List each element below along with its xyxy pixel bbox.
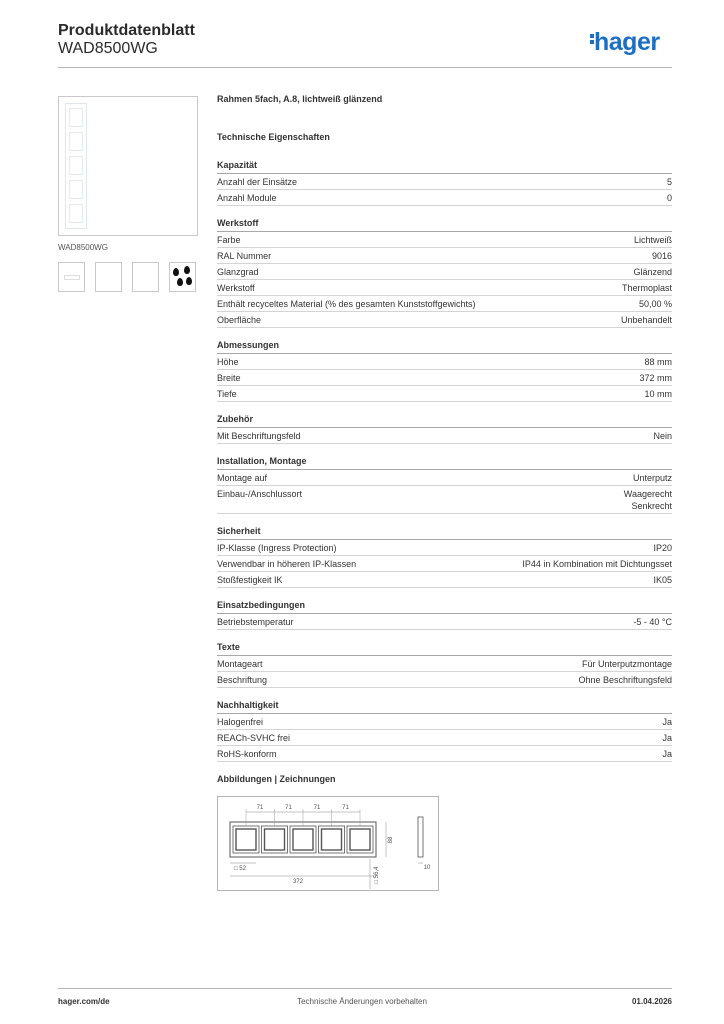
image-caption: WAD8500WG (58, 243, 108, 252)
spec-label: IP-Klasse (Ingress Protection) (217, 543, 337, 553)
spec-value (667, 192, 672, 204)
spec-label: Enthält recyceltes Material (% des gesamten Kunststoffgewichts) (217, 299, 476, 309)
frame-illustration (65, 103, 87, 229)
section-title: Sicherheit (217, 526, 672, 540)
spec-value (621, 314, 672, 326)
spec-value-line: IP44 in Kombination mit Dichtungsset (522, 559, 672, 569)
header-divider (58, 67, 672, 68)
spec-value (639, 298, 672, 310)
spec-value-line: -5 - 40 °C (633, 617, 672, 627)
section-title: Zubehör (217, 414, 672, 428)
spec-value (639, 372, 672, 384)
spec-label: REACh-SVHC frei (217, 733, 291, 743)
module-outer (290, 826, 316, 853)
spec-label: Anzahl der Einsätze (217, 177, 298, 187)
frame-cell (69, 108, 83, 127)
drop-shape (184, 266, 190, 274)
spec-label: Halogenfrei (217, 717, 264, 727)
mini-frame (64, 275, 80, 280)
spec-sections (217, 160, 672, 762)
module-outer (319, 826, 345, 853)
spec-section (217, 160, 672, 206)
width-label: 372 (292, 879, 304, 885)
spec-section (217, 414, 672, 444)
footer-date: 01.04.2026 (631, 997, 672, 1006)
spec-label: Mit Beschriftungsfeld (217, 431, 301, 441)
spec-label: Höhe (217, 357, 239, 367)
module-inner (293, 829, 313, 850)
frame-cell (69, 132, 83, 151)
section-title: Texte (217, 642, 672, 656)
footer-divider (58, 988, 672, 989)
spec-row (217, 232, 672, 248)
spec-value-line: Unbehandelt (620, 315, 672, 325)
spec-row (217, 672, 672, 688)
spec-section (217, 218, 672, 328)
spec-label: RoHS-konform (217, 749, 277, 759)
module-inner (236, 829, 256, 850)
frame-cell (69, 156, 83, 175)
footer-disclaimer: Technische Änderungen vorbehalten (297, 997, 427, 1006)
spec-value-line: Nein (653, 431, 672, 441)
spec-label: Breite (217, 373, 241, 383)
spec-value (653, 430, 672, 442)
spec-label: Beschriftung (217, 675, 268, 685)
blank-thumbnail-icon[interactable] (132, 262, 159, 292)
spec-label: Montage auf (217, 473, 268, 483)
product-image (58, 96, 198, 236)
spec-label: Tiefe (217, 389, 237, 399)
spec-value (578, 674, 672, 686)
spec-value-line: Ohne Beschriftungsfeld (578, 675, 672, 685)
spec-section (217, 700, 672, 762)
spec-label: RAL Nummer (217, 251, 272, 261)
spec-row (217, 312, 672, 328)
hager-logo (590, 28, 660, 57)
section-title: Kapazität (217, 160, 672, 174)
spec-row (217, 572, 672, 588)
section-title: Installation, Montage (217, 456, 672, 470)
spec-row (217, 746, 672, 762)
spec-row (217, 428, 672, 444)
spec-value-line: 10 mm (644, 389, 672, 399)
pitch-label: 71 (256, 805, 264, 811)
specs-content (217, 94, 672, 891)
spec-value-line: 372 mm (639, 373, 672, 383)
module-label: □ 56,4 (374, 866, 380, 884)
spec-label: Werkstoff (217, 283, 255, 293)
spec-value (633, 472, 672, 484)
spec-label: Einbau-/Anschlussort (217, 489, 303, 499)
frame-outline (230, 822, 376, 857)
spec-value-line: Glänzend (633, 267, 672, 277)
spec-row (217, 354, 672, 370)
spec-row (217, 656, 672, 672)
spec-value-line: Thermoplast (621, 283, 672, 293)
spec-value-line: 5 (666, 177, 672, 187)
spec-value-line: IK05 (653, 575, 672, 585)
module-inner (265, 829, 285, 850)
drop-shape (173, 268, 179, 276)
section-title: Einsatzbedingungen (217, 600, 672, 614)
page-header (58, 22, 195, 58)
spec-row (217, 386, 672, 402)
depth-label: 10 (423, 865, 431, 871)
spec-label: Glanzgrad (217, 267, 259, 277)
spec-value (582, 658, 672, 670)
spec-label: Verwendbar in höheren IP-Klassen (217, 559, 357, 569)
spec-row (217, 264, 672, 280)
spec-section (217, 642, 672, 688)
spec-row (217, 248, 672, 264)
spec-label: Stoßfestigkeit IK (217, 575, 283, 585)
spec-value-line: 0 (666, 193, 672, 203)
spec-value-line: IP20 (653, 543, 672, 553)
spec-value-line: Waagerecht (623, 489, 672, 499)
spec-row (217, 370, 672, 386)
product-code: WAD8500WG (58, 40, 158, 57)
spec-row (217, 280, 672, 296)
spec-value (662, 748, 672, 760)
drop-shape (177, 278, 183, 286)
spec-label: Anzahl Module (217, 193, 277, 203)
spec-value-line: Für Unterputzmontage (581, 659, 672, 669)
section-title: Werkstoff (217, 218, 672, 232)
spec-value (644, 388, 672, 400)
pitch-label: 71 (285, 805, 292, 811)
spec-value (652, 250, 672, 262)
frame-cell (69, 180, 83, 199)
spec-row (217, 540, 672, 556)
drawing-title: Abbildungen | Zeichnungen (217, 774, 336, 784)
spec-value-line: Ja (662, 733, 672, 743)
section-title: Nachhaltigkeit (217, 700, 672, 714)
spec-row (217, 486, 672, 514)
spec-value-line: Senkrecht (631, 501, 672, 511)
spec-label: Oberfläche (217, 315, 262, 325)
spec-row (217, 174, 672, 190)
spec-value-line: Unterputz (632, 473, 672, 483)
product-name: Rahmen 5fach, A.8, lichtweiß glänzend (217, 94, 383, 104)
spec-label: Montageart (217, 659, 263, 669)
height-label: 88 (388, 836, 394, 844)
module-inner (322, 829, 342, 850)
spec-row (217, 556, 672, 572)
module-outer (347, 826, 373, 853)
spec-section (217, 526, 672, 588)
spec-value (622, 282, 672, 294)
module-outer (233, 826, 259, 853)
inner-label: □ 52 (234, 866, 246, 872)
spec-row (217, 614, 672, 630)
technical-drawing (217, 796, 439, 891)
spec-section (217, 456, 672, 514)
spec-value (644, 356, 672, 368)
spec-value-line: 9016 (651, 251, 672, 261)
spec-value (522, 558, 672, 570)
thumbnail-strip (58, 262, 196, 292)
pitch-label: 71 (342, 805, 349, 811)
side-view (418, 817, 423, 857)
spec-value (633, 616, 672, 628)
spec-value-line: Ja (662, 749, 672, 759)
spec-value (633, 266, 672, 278)
spec-value (653, 542, 672, 554)
spec-value (662, 716, 672, 728)
spec-label: Farbe (217, 235, 241, 245)
section-title: Abmessungen (217, 340, 672, 354)
spec-row (217, 714, 672, 730)
spec-value (624, 488, 672, 512)
pitch-label: 71 (313, 805, 321, 811)
footer-website[interactable]: hager.com/de (58, 997, 110, 1006)
spec-label: Betriebstemperatur (217, 617, 294, 627)
drops-glyph (172, 266, 194, 288)
spec-value (653, 574, 672, 586)
module-inner (350, 829, 370, 850)
spec-row (217, 296, 672, 312)
drop-shape (186, 277, 192, 285)
spec-value (662, 732, 672, 744)
spec-section (217, 600, 672, 630)
water-drops-icon[interactable] (169, 262, 196, 292)
logo-text: hager (594, 28, 660, 56)
logo-dots-icon (590, 32, 594, 46)
spec-section (217, 340, 672, 402)
spec-value-line: 88 mm (644, 357, 672, 367)
frame-cell (69, 204, 83, 223)
spec-value-line: Lichtweiß (633, 235, 672, 245)
drawing-svg (218, 797, 438, 890)
spec-row (217, 470, 672, 486)
blank-thumbnail-icon[interactable] (95, 262, 122, 292)
document-title: Produktdatenblatt (58, 22, 195, 39)
spec-row (217, 190, 672, 206)
spec-value (634, 234, 672, 246)
spec-value-line: 50,00 % (638, 299, 672, 309)
spec-value (667, 176, 672, 188)
spec-value-line: Ja (662, 717, 672, 727)
module-outer (262, 826, 288, 853)
frame-thumbnail-icon[interactable] (58, 262, 85, 292)
spec-row (217, 730, 672, 746)
tech-heading: Technische Eigenschaften (217, 132, 330, 142)
